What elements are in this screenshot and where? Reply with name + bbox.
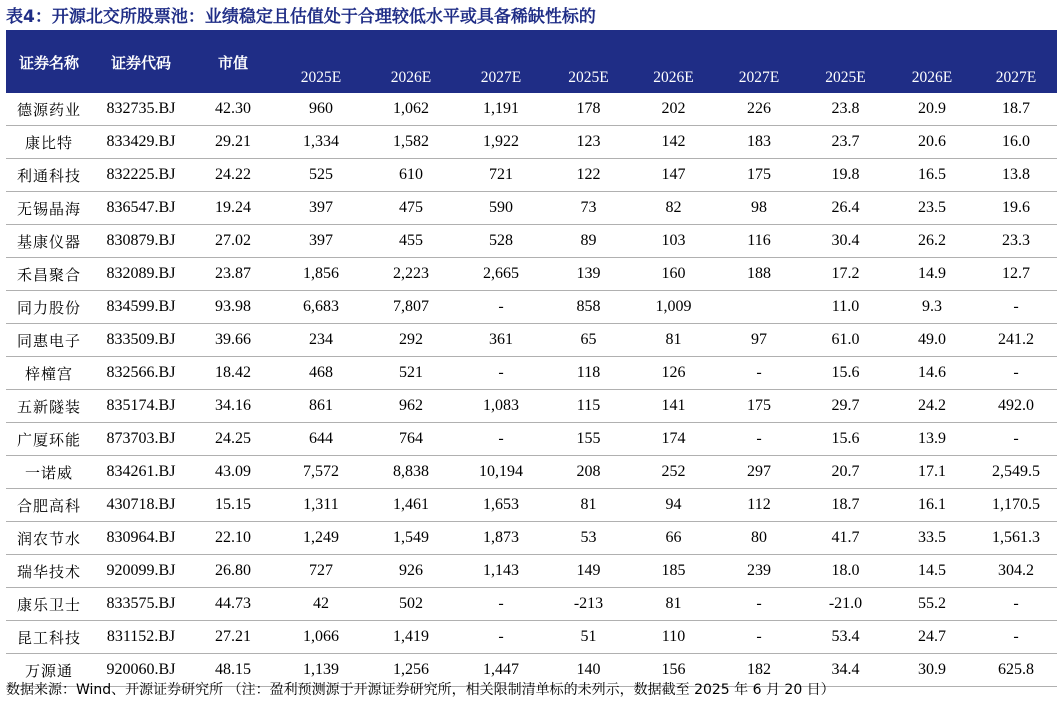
market-cap-cell: 27.21 [190, 621, 276, 654]
value-cell: 2,549.5 [975, 456, 1057, 489]
value-cell: - [975, 423, 1057, 456]
value-cell: 297 [716, 456, 802, 489]
security-code-cell: 832225.BJ [92, 159, 190, 192]
value-cell: 1,062 [366, 93, 456, 126]
value-cell: 1,249 [276, 522, 366, 555]
header-year: 2025E [276, 63, 366, 93]
value-cell: 23.5 [889, 192, 975, 225]
security-code-cell: 832566.BJ [92, 357, 190, 390]
value-cell: 142 [631, 126, 716, 159]
value-cell: 20.9 [889, 93, 975, 126]
value-cell: 1,856 [276, 258, 366, 291]
value-cell: 17.2 [802, 258, 889, 291]
security-code-cell: 920060.BJ [92, 654, 190, 687]
value-cell: 18.7 [802, 489, 889, 522]
value-cell: 30.9 [889, 654, 975, 687]
security-name-cell: 五新隧装 [6, 390, 92, 423]
value-cell: 23.7 [802, 126, 889, 159]
value-cell: 1,873 [456, 522, 546, 555]
value-cell: 97 [716, 324, 802, 357]
security-name-cell: 合肥高科 [6, 489, 92, 522]
value-cell: 112 [716, 489, 802, 522]
market-cap-cell: 19.24 [190, 192, 276, 225]
header-year: 2026E [889, 63, 975, 93]
security-name-cell: 同力股份 [6, 291, 92, 324]
value-cell: 175 [716, 390, 802, 423]
value-cell: 42 [276, 588, 366, 621]
table-row [6, 126, 1057, 159]
value-cell: 13.9 [889, 423, 975, 456]
value-cell: 82 [631, 192, 716, 225]
security-name-cell: 禾昌聚合 [6, 258, 92, 291]
value-cell: 1,461 [366, 489, 456, 522]
value-cell: 8,838 [366, 456, 456, 489]
value-cell [716, 291, 802, 324]
value-cell: 7,807 [366, 291, 456, 324]
security-name-cell: 利通科技 [6, 159, 92, 192]
value-cell: 226 [716, 93, 802, 126]
value-cell: 24.7 [889, 621, 975, 654]
market-cap-cell: 26.80 [190, 555, 276, 588]
value-cell: 2,223 [366, 258, 456, 291]
market-cap-cell: 23.87 [190, 258, 276, 291]
table-row [6, 324, 1057, 357]
table-row [6, 258, 1057, 291]
value-cell: 89 [546, 225, 631, 258]
security-code-cell: 833509.BJ [92, 324, 190, 357]
value-cell: 126 [631, 357, 716, 390]
value-cell: 65 [546, 324, 631, 357]
value-cell: 11.0 [802, 291, 889, 324]
value-cell: 188 [716, 258, 802, 291]
market-cap-cell: 48.15 [190, 654, 276, 687]
header-market-cap: 市值 [190, 32, 276, 93]
security-code-cell: 835174.BJ [92, 390, 190, 423]
value-cell: 139 [546, 258, 631, 291]
value-cell: 81 [546, 489, 631, 522]
value-cell: 103 [631, 225, 716, 258]
value-cell: 16.0 [975, 126, 1057, 159]
value-cell: -213 [546, 588, 631, 621]
security-name-cell: 德源药业 [6, 93, 92, 126]
security-name-cell: 广厦环能 [6, 423, 92, 456]
security-code-cell: 830879.BJ [92, 225, 190, 258]
value-cell: 16.5 [889, 159, 975, 192]
value-cell: 13.8 [975, 159, 1057, 192]
security-code-cell: 830964.BJ [92, 522, 190, 555]
market-cap-cell: 93.98 [190, 291, 276, 324]
value-cell: 33.5 [889, 522, 975, 555]
value-cell: 182 [716, 654, 802, 687]
value-cell: 202 [631, 93, 716, 126]
value-cell: 926 [366, 555, 456, 588]
value-cell: 590 [456, 192, 546, 225]
value-cell: 26.4 [802, 192, 889, 225]
value-cell: 10,194 [456, 456, 546, 489]
security-name-cell: 万源通 [6, 654, 92, 687]
value-cell: 160 [631, 258, 716, 291]
value-cell: 7,572 [276, 456, 366, 489]
security-name-cell: 梓橦宫 [6, 357, 92, 390]
market-cap-cell: 43.09 [190, 456, 276, 489]
value-cell: 185 [631, 555, 716, 588]
header-year: 2027E [975, 63, 1057, 93]
value-cell: 155 [546, 423, 631, 456]
security-code-cell: 836547.BJ [92, 192, 190, 225]
value-cell: - [716, 357, 802, 390]
value-cell: 49.0 [889, 324, 975, 357]
security-name-cell: 瑞华技术 [6, 555, 92, 588]
table-row [6, 159, 1057, 192]
value-cell: 73 [546, 192, 631, 225]
value-cell: 304.2 [975, 555, 1057, 588]
value-cell: 1,139 [276, 654, 366, 687]
header-group-1 [276, 32, 546, 63]
value-cell: 241.2 [975, 324, 1057, 357]
header-year: 2026E [366, 63, 456, 93]
value-cell: 9.3 [889, 291, 975, 324]
value-cell: 528 [456, 225, 546, 258]
table-row [6, 621, 1057, 654]
value-cell: 122 [546, 159, 631, 192]
value-cell: 20.6 [889, 126, 975, 159]
value-cell: 861 [276, 390, 366, 423]
value-cell: 361 [456, 324, 546, 357]
value-cell: 1,334 [276, 126, 366, 159]
value-cell: 12.7 [975, 258, 1057, 291]
value-cell: 521 [366, 357, 456, 390]
value-cell: - [716, 588, 802, 621]
table-row [6, 423, 1057, 456]
table-title: 表4：开源北交所股票池：业绩稳定且估值处于合理较低水平或具备稀缺性标的 [6, 7, 596, 27]
value-cell: 55.2 [889, 588, 975, 621]
value-cell: 116 [716, 225, 802, 258]
value-cell: 492.0 [975, 390, 1057, 423]
value-cell: - [456, 357, 546, 390]
table-row [6, 192, 1057, 225]
value-cell: 525 [276, 159, 366, 192]
value-cell: 397 [276, 192, 366, 225]
security-name-cell: 康比特 [6, 126, 92, 159]
value-cell: - [716, 621, 802, 654]
value-cell: - [456, 291, 546, 324]
value-cell: - [975, 357, 1057, 390]
value-cell: 15.6 [802, 423, 889, 456]
value-cell: 252 [631, 456, 716, 489]
security-code-cell: 833429.BJ [92, 126, 190, 159]
table-row [6, 390, 1057, 423]
value-cell: 18.0 [802, 555, 889, 588]
value-cell: 81 [631, 588, 716, 621]
value-cell: 94 [631, 489, 716, 522]
value-cell: 41.7 [802, 522, 889, 555]
value-cell: 764 [366, 423, 456, 456]
table-row [6, 357, 1057, 390]
market-cap-cell: 15.15 [190, 489, 276, 522]
value-cell: 53.4 [802, 621, 889, 654]
value-cell: - [975, 291, 1057, 324]
value-cell: 15.6 [802, 357, 889, 390]
value-cell: 468 [276, 357, 366, 390]
value-cell: 455 [366, 225, 456, 258]
value-cell: 960 [276, 93, 366, 126]
value-cell: 1,561.3 [975, 522, 1057, 555]
value-cell: 234 [276, 324, 366, 357]
security-code-cell: 834599.BJ [92, 291, 190, 324]
value-cell: 2,665 [456, 258, 546, 291]
header-security-code: 证券代码 [92, 32, 190, 93]
header-group-2 [546, 32, 802, 63]
stock-pool-table [6, 32, 1057, 687]
security-name-cell: 润农节水 [6, 522, 92, 555]
value-cell: 727 [276, 555, 366, 588]
market-cap-cell: 22.10 [190, 522, 276, 555]
value-cell: 502 [366, 588, 456, 621]
security-name-cell: 基康仪器 [6, 225, 92, 258]
value-cell: 14.9 [889, 258, 975, 291]
value-cell: 208 [546, 456, 631, 489]
security-name-cell: 昆工科技 [6, 621, 92, 654]
security-code-cell: 920099.BJ [92, 555, 190, 588]
value-cell: - [716, 423, 802, 456]
value-cell: 20.7 [802, 456, 889, 489]
value-cell: 1,083 [456, 390, 546, 423]
value-cell: 34.4 [802, 654, 889, 687]
value-cell: 1,311 [276, 489, 366, 522]
value-cell: 292 [366, 324, 456, 357]
value-cell: 16.1 [889, 489, 975, 522]
value-cell: 149 [546, 555, 631, 588]
value-cell: 610 [366, 159, 456, 192]
security-name-cell: 无锡晶海 [6, 192, 92, 225]
value-cell: 1,191 [456, 93, 546, 126]
value-cell: 80 [716, 522, 802, 555]
header-year: 2025E [546, 63, 631, 93]
value-cell: 110 [631, 621, 716, 654]
value-cell: 98 [716, 192, 802, 225]
value-cell: 18.7 [975, 93, 1057, 126]
security-name-cell: 一诺威 [6, 456, 92, 489]
value-cell: 1,009 [631, 291, 716, 324]
value-cell: 53 [546, 522, 631, 555]
value-cell: 26.2 [889, 225, 975, 258]
table-row [6, 93, 1057, 126]
market-cap-cell: 44.73 [190, 588, 276, 621]
value-cell: 19.6 [975, 192, 1057, 225]
value-cell: 115 [546, 390, 631, 423]
value-cell: - [456, 423, 546, 456]
value-cell: 19.8 [802, 159, 889, 192]
value-cell: - [456, 621, 546, 654]
value-cell: 66 [631, 522, 716, 555]
value-cell: 23.8 [802, 93, 889, 126]
value-cell: 1,549 [366, 522, 456, 555]
value-cell: 858 [546, 291, 631, 324]
value-cell: 1,256 [366, 654, 456, 687]
value-cell: 147 [631, 159, 716, 192]
value-cell: 397 [276, 225, 366, 258]
market-cap-cell: 39.66 [190, 324, 276, 357]
value-cell: 962 [366, 390, 456, 423]
value-cell: 174 [631, 423, 716, 456]
value-cell: 625.8 [975, 654, 1057, 687]
value-cell: 29.7 [802, 390, 889, 423]
value-cell: 17.1 [889, 456, 975, 489]
value-cell: 178 [546, 93, 631, 126]
value-cell: - [975, 621, 1057, 654]
market-cap-cell: 42.30 [190, 93, 276, 126]
value-cell: 1,582 [366, 126, 456, 159]
value-cell: 81 [631, 324, 716, 357]
value-cell: 183 [716, 126, 802, 159]
table-row [6, 291, 1057, 324]
security-code-cell: 834261.BJ [92, 456, 190, 489]
value-cell: 14.6 [889, 357, 975, 390]
security-code-cell: 831152.BJ [92, 621, 190, 654]
table-row [6, 555, 1057, 588]
value-cell: 61.0 [802, 324, 889, 357]
value-cell: 14.5 [889, 555, 975, 588]
value-cell: 30.4 [802, 225, 889, 258]
value-cell: 721 [456, 159, 546, 192]
value-cell: 175 [716, 159, 802, 192]
security-code-cell: 833575.BJ [92, 588, 190, 621]
header-year: 2027E [456, 63, 546, 93]
header-year: 2027E [716, 63, 802, 93]
value-cell: 156 [631, 654, 716, 687]
security-code-cell: 832089.BJ [92, 258, 190, 291]
value-cell: 1,653 [456, 489, 546, 522]
value-cell: 141 [631, 390, 716, 423]
value-cell: 6,683 [276, 291, 366, 324]
security-code-cell: 873703.BJ [92, 423, 190, 456]
table-row [6, 489, 1057, 522]
market-cap-cell: 34.16 [190, 390, 276, 423]
value-cell: - [975, 588, 1057, 621]
market-cap-cell: 24.22 [190, 159, 276, 192]
market-cap-cell: 18.42 [190, 357, 276, 390]
value-cell: 123 [546, 126, 631, 159]
value-cell: 118 [546, 357, 631, 390]
table-row [6, 225, 1057, 258]
header-group-3 [802, 32, 1057, 63]
market-cap-cell: 24.25 [190, 423, 276, 456]
security-name-cell: 康乐卫士 [6, 588, 92, 621]
value-cell: 475 [366, 192, 456, 225]
value-cell: - [456, 588, 546, 621]
value-cell: 140 [546, 654, 631, 687]
table-row [6, 588, 1057, 621]
market-cap-cell: 29.21 [190, 126, 276, 159]
header-year: 2026E [631, 63, 716, 93]
security-code-cell: 832735.BJ [92, 93, 190, 126]
security-name-cell: 同惠电子 [6, 324, 92, 357]
value-cell: -21.0 [802, 588, 889, 621]
value-cell: 1,447 [456, 654, 546, 687]
value-cell: 23.3 [975, 225, 1057, 258]
value-cell: 1,066 [276, 621, 366, 654]
footnote: 数据来源：Wind、开源证券研究所 （注：盈利预测源于开源证券研究所，相关限制清单标的未列示，数据截至 2025 年 6 月 20 日） [6, 682, 835, 698]
header-year: 2025E [802, 63, 889, 93]
value-cell: 51 [546, 621, 631, 654]
value-cell: 1,419 [366, 621, 456, 654]
header-security-name: 证券名称 [6, 32, 92, 93]
value-cell: 1,170.5 [975, 489, 1057, 522]
table-row [6, 456, 1057, 489]
value-cell: 1,143 [456, 555, 546, 588]
market-cap-cell: 27.02 [190, 225, 276, 258]
value-cell: 644 [276, 423, 366, 456]
table-row [6, 522, 1057, 555]
security-code-cell: 430718.BJ [92, 489, 190, 522]
value-cell: 1,922 [456, 126, 546, 159]
value-cell: 24.2 [889, 390, 975, 423]
value-cell: 239 [716, 555, 802, 588]
